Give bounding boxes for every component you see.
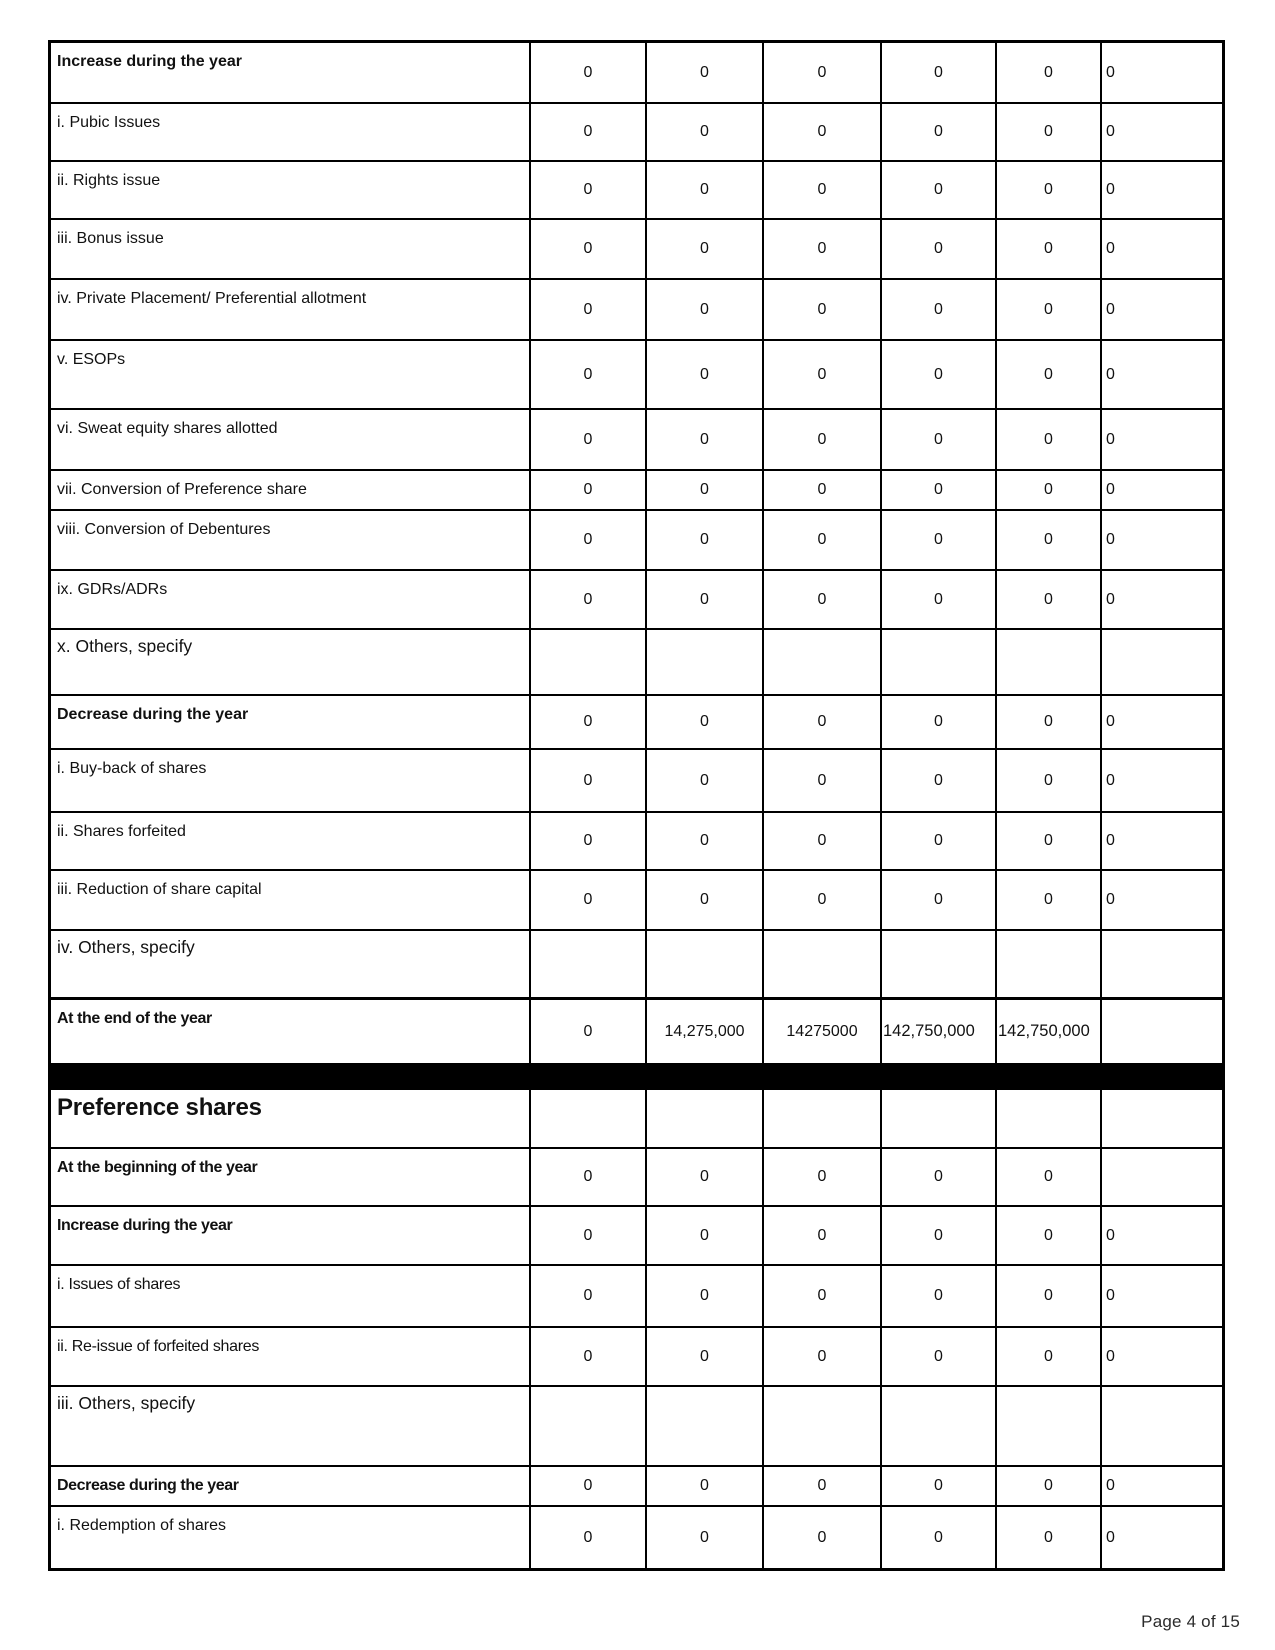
value-cell: 0 [997, 1328, 1102, 1385]
value-cell: 0 [531, 471, 647, 509]
value-cell: 0 [882, 1149, 997, 1205]
value-cell: 0 [882, 1507, 997, 1568]
value-cell: 0 [531, 43, 647, 102]
row-label: At the end of the year [51, 1000, 531, 1063]
value-cell [531, 630, 647, 694]
value-cell: 0 [531, 1467, 647, 1505]
row-label: i. Pubic Issues [51, 104, 531, 160]
row-label: Increase during the year [51, 1207, 531, 1264]
table-row [51, 1266, 1222, 1328]
value-cell: 142,750,000 [882, 1000, 997, 1063]
value-cell: 0 [997, 1266, 1102, 1326]
value-cell: 0 [647, 410, 764, 469]
value-cell: 0 [882, 571, 997, 628]
value-cell: 0 [647, 813, 764, 869]
value-cell [882, 630, 997, 694]
table-row [51, 1328, 1222, 1387]
value-cell: 0 [1106, 240, 1115, 257]
value-cell: 0 [1106, 1477, 1115, 1494]
value-cell: 0 [647, 511, 764, 569]
row-label: x. Others, specify [51, 630, 531, 694]
value-cell: 0 [882, 471, 997, 509]
value-cell: 0 [997, 750, 1102, 811]
value-cell: 0 [882, 1266, 997, 1326]
value-cell: 0 [647, 1207, 764, 1264]
value-cell: 0 [997, 341, 1102, 408]
value-cell: 0 [997, 220, 1102, 278]
row-label: Preference shares [51, 1090, 531, 1147]
value-cell: 0 [531, 571, 647, 628]
value-cell: 0 [882, 1328, 997, 1385]
value-cell [997, 630, 1102, 694]
table-row [51, 162, 1222, 220]
row-label: iii. Bonus issue [51, 220, 531, 278]
value-cell: 0 [997, 104, 1102, 160]
value-cell: 0 [531, 341, 647, 408]
value-cell [997, 1090, 1102, 1147]
value-cell: 0 [1106, 63, 1115, 81]
value-cell: 0 [764, 471, 882, 509]
table-row [51, 696, 1222, 750]
value-cell: 0 [1106, 1226, 1115, 1244]
table-row [51, 220, 1222, 280]
row-label: ii. Rights issue [51, 162, 531, 218]
value-cell: 0 [531, 280, 647, 339]
row-label: ii. Shares forfeited [51, 813, 531, 869]
value-cell: 0 [647, 571, 764, 628]
value-cell: 0 [531, 220, 647, 278]
value-cell: 0 [647, 1328, 764, 1385]
table-row [51, 280, 1222, 341]
value-cell: 0 [647, 280, 764, 339]
value-cell: 0 [764, 871, 882, 929]
value-cell: 0 [647, 1507, 764, 1568]
value-cell: 0 [882, 220, 997, 278]
value-cell [647, 931, 764, 997]
value-cell [1102, 1090, 1222, 1147]
value-cell: 0 [1106, 713, 1115, 730]
value-cell: 0 [647, 1467, 764, 1505]
value-cell: 0 [882, 813, 997, 869]
value-cell: 0 [764, 511, 882, 569]
value-cell: 0 [531, 1266, 647, 1326]
value-cell: 0 [764, 43, 882, 102]
value-cell: 0 [882, 280, 997, 339]
value-cell [997, 931, 1102, 997]
row-label: iii. Reduction of share capital [51, 871, 531, 929]
value-cell: 0 [1106, 771, 1115, 789]
value-cell: 14,275,000 [647, 1000, 764, 1063]
value-cell: 0 [531, 1507, 647, 1568]
value-cell: 0 [764, 280, 882, 339]
value-cell [882, 1387, 997, 1465]
value-cell: 0 [764, 162, 882, 218]
value-cell: 0 [647, 1149, 764, 1205]
section-separator-bar [51, 1063, 1222, 1090]
value-cell [997, 1387, 1102, 1465]
table-row [51, 471, 1222, 511]
value-cell: 0 [997, 43, 1102, 102]
value-cell: 0 [997, 1507, 1102, 1568]
value-cell [1102, 1387, 1222, 1465]
value-cell [764, 931, 882, 997]
value-cell [764, 1387, 882, 1465]
value-cell: 0 [531, 410, 647, 469]
value-cell: 0 [764, 341, 882, 408]
value-cell [882, 931, 997, 997]
value-cell: 0 [1106, 832, 1115, 849]
value-cell [1102, 931, 1222, 997]
value-cell: 0 [1106, 181, 1115, 198]
value-cell: 0 [882, 696, 997, 748]
table-row [51, 511, 1222, 571]
value-cell: 0 [647, 750, 764, 811]
value-cell: 0 [882, 871, 997, 929]
table-row [51, 1149, 1222, 1207]
table-row [51, 571, 1222, 630]
value-cell: 0 [647, 43, 764, 102]
value-cell: 0 [531, 1000, 647, 1063]
table-row [51, 871, 1222, 931]
value-cell: 0 [1106, 1347, 1115, 1365]
table-row [51, 1207, 1222, 1266]
value-cell [1102, 630, 1222, 694]
row-label: Decrease during the year [51, 1467, 531, 1505]
value-cell: 0 [997, 511, 1102, 569]
value-cell: 0 [764, 1328, 882, 1385]
value-cell: 0 [531, 813, 647, 869]
value-cell: 0 [764, 1507, 882, 1568]
value-cell: 0 [997, 1207, 1102, 1264]
value-cell: 0 [531, 1207, 647, 1264]
value-cell: 0 [647, 1266, 764, 1326]
row-label: Increase during the year [51, 43, 531, 102]
value-cell: 0 [1106, 1287, 1115, 1304]
value-cell: 0 [882, 511, 997, 569]
value-cell: 0 [997, 471, 1102, 509]
table-row [51, 43, 1222, 104]
row-label: i. Buy-back of shares [51, 750, 531, 811]
value-cell: 0 [997, 410, 1102, 469]
table-row [51, 813, 1222, 871]
row-label: v. ESOPs [51, 341, 531, 408]
value-cell: 0 [764, 410, 882, 469]
value-cell: 0 [764, 696, 882, 748]
value-cell: 0 [882, 410, 997, 469]
table-row [51, 410, 1222, 471]
value-cell [531, 931, 647, 997]
value-cell [764, 630, 882, 694]
value-cell: 0 [531, 696, 647, 748]
value-cell: 0 [1106, 531, 1115, 548]
table-row [51, 1090, 1222, 1149]
value-cell: 0 [882, 750, 997, 811]
value-cell: 0 [1106, 300, 1115, 318]
value-cell: 0 [531, 1149, 647, 1205]
row-label: ix. GDRs/ADRs [51, 571, 531, 628]
table-row [51, 1507, 1222, 1568]
table-row [51, 1467, 1222, 1507]
value-cell: 142,750,000 [997, 1000, 1102, 1063]
value-cell: 0 [764, 220, 882, 278]
row-label: viii. Conversion of Debentures [51, 511, 531, 569]
row-label: i. Redemption of shares [51, 1507, 531, 1568]
value-cell: 0 [764, 813, 882, 869]
value-cell: 0 [764, 1207, 882, 1264]
value-cell: 0 [882, 341, 997, 408]
value-cell [1102, 1149, 1222, 1205]
share-capital-table [48, 40, 1225, 1571]
value-cell: 0 [647, 104, 764, 160]
value-cell: 0 [647, 162, 764, 218]
value-cell: 0 [647, 220, 764, 278]
row-label: i. Issues of shares [51, 1266, 531, 1326]
value-cell: 0 [764, 104, 882, 160]
value-cell [764, 1090, 882, 1147]
row-label: vii. Conversion of Preference share [51, 471, 531, 509]
value-cell: 0 [882, 162, 997, 218]
table-row [51, 750, 1222, 813]
value-cell [1102, 1000, 1222, 1063]
value-cell: 0 [647, 871, 764, 929]
value-cell: 14275000 [764, 1000, 882, 1063]
table-row [51, 1000, 1222, 1063]
value-cell: 0 [997, 813, 1102, 869]
row-label: iv. Others, specify [51, 931, 531, 997]
page-indicator: Page 4 of 15 [1141, 1612, 1240, 1631]
value-cell [531, 1090, 647, 1147]
value-cell: 0 [764, 1149, 882, 1205]
value-cell: 0 [1106, 123, 1115, 140]
value-cell: 0 [531, 871, 647, 929]
value-cell: 0 [997, 1467, 1102, 1505]
row-label: Decrease during the year [51, 696, 531, 748]
value-cell [531, 1387, 647, 1465]
value-cell: 0 [1106, 891, 1115, 908]
value-cell: 0 [1106, 1528, 1115, 1546]
row-label: vi. Sweat equity shares allotted [51, 410, 531, 469]
value-cell [647, 1387, 764, 1465]
value-cell: 0 [647, 341, 764, 408]
value-cell [647, 630, 764, 694]
value-cell: 0 [647, 471, 764, 509]
value-cell: 0 [1106, 365, 1115, 383]
value-cell: 0 [764, 750, 882, 811]
value-cell: 0 [997, 1149, 1102, 1205]
table-row [51, 104, 1222, 162]
value-cell: 0 [531, 104, 647, 160]
value-cell [882, 1090, 997, 1147]
value-cell: 0 [997, 280, 1102, 339]
value-cell: 0 [764, 1467, 882, 1505]
row-label: iii. Others, specify [51, 1387, 531, 1465]
table-row [51, 341, 1222, 410]
table-row [51, 630, 1222, 696]
value-cell: 0 [647, 696, 764, 748]
value-cell: 0 [531, 162, 647, 218]
value-cell [647, 1090, 764, 1147]
value-cell: 0 [882, 43, 997, 102]
row-label: At the beginning of the year [51, 1149, 531, 1205]
table-row [51, 931, 1222, 1000]
value-cell: 0 [882, 104, 997, 160]
value-cell: 0 [764, 1266, 882, 1326]
row-label: iv. Private Placement/ Preferential allotment [51, 280, 531, 339]
table-row [51, 1387, 1222, 1467]
value-cell: 0 [997, 871, 1102, 929]
row-label: ii. Re-issue of forfeited shares [51, 1328, 531, 1385]
value-cell: 0 [531, 750, 647, 811]
value-cell: 0 [531, 511, 647, 569]
value-cell: 0 [882, 1467, 997, 1505]
value-cell: 0 [1106, 481, 1115, 498]
value-cell: 0 [764, 571, 882, 628]
value-cell: 0 [997, 696, 1102, 748]
value-cell: 0 [531, 1328, 647, 1385]
value-cell: 0 [882, 1207, 997, 1264]
value-cell: 0 [997, 162, 1102, 218]
value-cell: 0 [1106, 430, 1115, 448]
value-cell: 0 [997, 571, 1102, 628]
value-cell: 0 [1106, 590, 1115, 608]
